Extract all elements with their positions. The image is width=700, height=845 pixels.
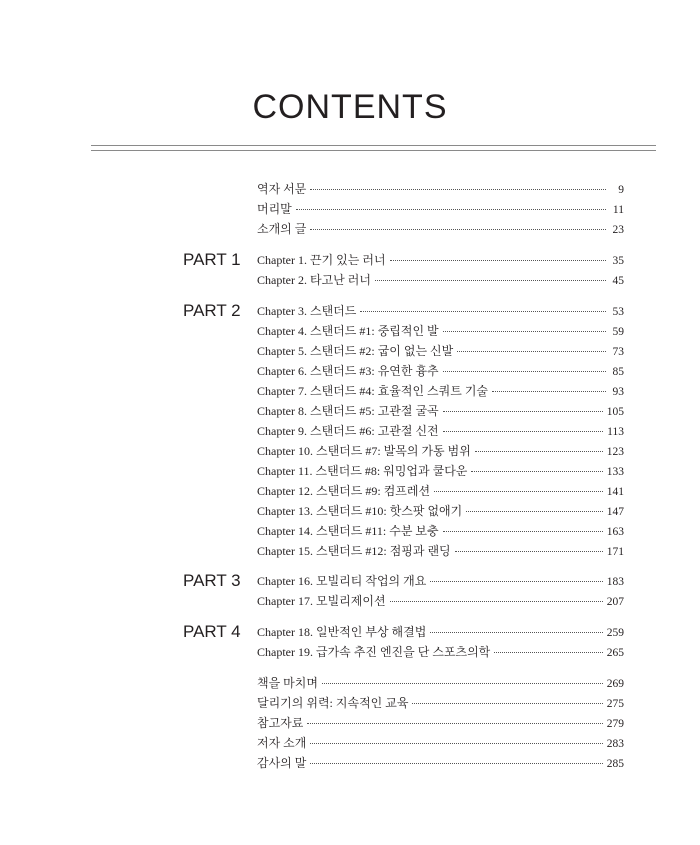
toc-entry-title: 저자 소개 xyxy=(257,736,307,750)
toc-leader-dots xyxy=(390,259,606,261)
toc-page-number: 285 xyxy=(606,758,624,770)
toc-entry-title: Chapter 5. 스탠더드 #2: 굽이 없는 신발 xyxy=(257,344,454,358)
toc-entry-title: Chapter 15. 스탠더드 #12: 점핑과 랜딩 xyxy=(257,544,451,558)
toc-leader-dots xyxy=(455,550,603,552)
toc-entry-chapter-18[interactable] xyxy=(257,622,624,642)
title-divider-top xyxy=(91,145,656,146)
part-2-label: PART 2 xyxy=(183,301,241,320)
toc-entry-title: Chapter 16. 모빌리티 작업의 개요 xyxy=(257,574,427,588)
toc-entry-front-0[interactable] xyxy=(257,179,624,199)
toc-entry-chapter-8[interactable] xyxy=(257,401,624,421)
toc-entry-chapter-1[interactable] xyxy=(257,250,624,270)
toc-page-number: 23 xyxy=(612,224,624,236)
toc-entry-title: Chapter 8. 스탠더드 #5: 고관절 굴곡 xyxy=(257,404,439,418)
toc-entry-title: Chapter 19. 급가속 추진 엔진을 단 스포츠의학 xyxy=(257,645,491,659)
toc-page-number: 265 xyxy=(606,647,624,659)
toc-page-number: 163 xyxy=(606,526,624,538)
toc-entry-title: Chapter 2. 타고난 러너 xyxy=(257,273,371,287)
toc-page-number: 283 xyxy=(606,738,624,750)
toc-leader-dots xyxy=(307,722,602,724)
toc-entry-title: Chapter 4. 스탠더드 #1: 중립적인 발 xyxy=(257,324,439,338)
toc-page-number: 9 xyxy=(618,184,624,196)
toc-leader-dots xyxy=(443,330,606,332)
toc-entry-front-2[interactable] xyxy=(257,219,624,239)
toc-entry-front-1[interactable] xyxy=(257,199,624,219)
toc-page-number: 133 xyxy=(606,466,624,478)
toc-entry-back-4[interactable] xyxy=(257,753,624,773)
toc-entry-chapter-11[interactable] xyxy=(257,461,624,481)
toc-entry-title: Chapter 12. 스탠더드 #9: 컴프레션 xyxy=(257,484,431,498)
toc-entry-chapter-7[interactable] xyxy=(257,381,624,401)
toc-leader-dots xyxy=(443,530,603,532)
toc-entry-title: 머리말 xyxy=(257,202,292,216)
toc-entry-back-3[interactable] xyxy=(257,733,624,753)
toc-entry-chapter-4[interactable] xyxy=(257,321,624,341)
toc-entry-title: Chapter 17. 모빌리제이션 xyxy=(257,594,386,608)
toc-page-number: 147 xyxy=(606,506,624,518)
toc-entry-chapter-12[interactable] xyxy=(257,481,624,501)
toc-leader-dots xyxy=(466,510,603,512)
toc-leader-dots xyxy=(310,742,602,744)
toc-page-number: 93 xyxy=(612,386,624,398)
toc-leader-dots xyxy=(430,631,602,633)
toc-page-number: 11 xyxy=(612,204,624,216)
toc-entry-title: 달리기의 위력: 지속적인 교육 xyxy=(257,696,409,710)
toc-entry-chapter-2[interactable] xyxy=(257,270,624,290)
toc-leader-dots xyxy=(494,651,602,653)
toc-page-number: 59 xyxy=(612,326,624,338)
part-3-label: PART 3 xyxy=(183,571,241,590)
toc-leader-dots xyxy=(443,410,603,412)
toc-leader-dots xyxy=(443,370,606,372)
toc-entry-title: Chapter 10. 스탠더드 #7: 발목의 가동 범위 xyxy=(257,444,471,458)
toc-page-number: 275 xyxy=(606,698,624,710)
toc-page-number: 45 xyxy=(612,275,624,287)
toc-entry-title: 감사의 말 xyxy=(257,756,307,770)
toc-page-number: 35 xyxy=(612,255,624,267)
toc-entry-title: 소개의 글 xyxy=(257,222,307,236)
toc-entry-title: Chapter 1. 끈기 있는 러너 xyxy=(257,253,386,267)
toc-leader-dots xyxy=(471,470,602,472)
toc-page-number: 279 xyxy=(606,718,624,730)
toc-entry-title: Chapter 14. 스탠더드 #11: 수분 보충 xyxy=(257,524,439,538)
part-4-label: PART 4 xyxy=(183,622,241,641)
toc-leader-dots xyxy=(322,682,603,684)
toc-page-number: 207 xyxy=(606,596,624,608)
toc-entry-back-1[interactable] xyxy=(257,693,624,713)
toc-entry-chapter-15[interactable] xyxy=(257,541,624,561)
toc-page-number: 53 xyxy=(612,306,624,318)
toc-entry-chapter-10[interactable] xyxy=(257,441,624,461)
toc-page-number: 113 xyxy=(607,426,624,438)
toc-page-number: 269 xyxy=(606,678,624,690)
toc-entry-chapter-6[interactable] xyxy=(257,361,624,381)
toc-leader-dots xyxy=(443,430,604,432)
toc-entry-chapter-17[interactable] xyxy=(257,591,624,611)
toc-page-number: 105 xyxy=(606,406,624,418)
toc-entry-title: Chapter 3. 스탠더드 xyxy=(257,304,357,318)
toc-page-number: 171 xyxy=(606,546,624,558)
toc-entry-chapter-3[interactable] xyxy=(257,301,624,321)
toc-entry-chapter-16[interactable] xyxy=(257,571,624,591)
toc-entry-chapter-5[interactable] xyxy=(257,341,624,361)
toc-entry-back-2[interactable] xyxy=(257,713,624,733)
toc-leader-dots xyxy=(310,188,606,190)
toc-leader-dots xyxy=(390,600,603,602)
toc-entry-title: Chapter 7. 스탠더드 #4: 효율적인 스쿼트 기술 xyxy=(257,384,489,398)
toc-leader-dots xyxy=(296,208,606,210)
toc-entry-chapter-9[interactable] xyxy=(257,421,624,441)
toc-entry-title: Chapter 18. 일반적인 부상 해결법 xyxy=(257,625,427,639)
page-title: CONTENTS xyxy=(252,88,448,126)
toc-entry-title: Chapter 6. 스탠더드 #3: 유연한 흉추 xyxy=(257,364,439,378)
toc-leader-dots xyxy=(492,390,606,392)
toc-page-number: 259 xyxy=(606,627,624,639)
title-divider-bottom xyxy=(91,150,656,151)
toc-page-number: 183 xyxy=(606,576,624,588)
toc-entry-title: 참고자료 xyxy=(257,716,304,730)
toc-entry-title: Chapter 13. 스탠더드 #10: 핫스팟 없애기 xyxy=(257,504,463,518)
toc-page-number: 73 xyxy=(612,346,624,358)
toc-entry-title: 역자 서문 xyxy=(257,182,307,196)
toc-page-number: 85 xyxy=(612,366,624,378)
toc-entry-title: 책을 마치며 xyxy=(257,676,318,690)
toc-leader-dots xyxy=(360,310,606,312)
toc-leader-dots xyxy=(310,762,602,764)
toc-page-number: 141 xyxy=(606,486,624,498)
toc-entry-title: Chapter 11. 스탠더드 #8: 워밍업과 쿨다운 xyxy=(257,464,468,478)
toc-leader-dots xyxy=(412,702,602,704)
toc-leader-dots xyxy=(434,490,603,492)
toc-leader-dots xyxy=(310,228,606,230)
toc-leader-dots xyxy=(430,580,602,582)
toc-leader-dots xyxy=(475,450,603,452)
part-1-label: PART 1 xyxy=(183,250,241,269)
toc-entry-chapter-14[interactable] xyxy=(257,521,624,541)
toc-page-number: 123 xyxy=(606,446,624,458)
toc-entry-chapter-13[interactable] xyxy=(257,501,624,521)
toc-leader-dots xyxy=(375,279,606,281)
toc-leader-dots xyxy=(457,350,606,352)
toc-entry-chapter-19[interactable] xyxy=(257,642,624,662)
toc-entry-back-0[interactable] xyxy=(257,673,624,693)
toc-entry-title: Chapter 9. 스탠더드 #6: 고관절 신전 xyxy=(257,424,439,438)
